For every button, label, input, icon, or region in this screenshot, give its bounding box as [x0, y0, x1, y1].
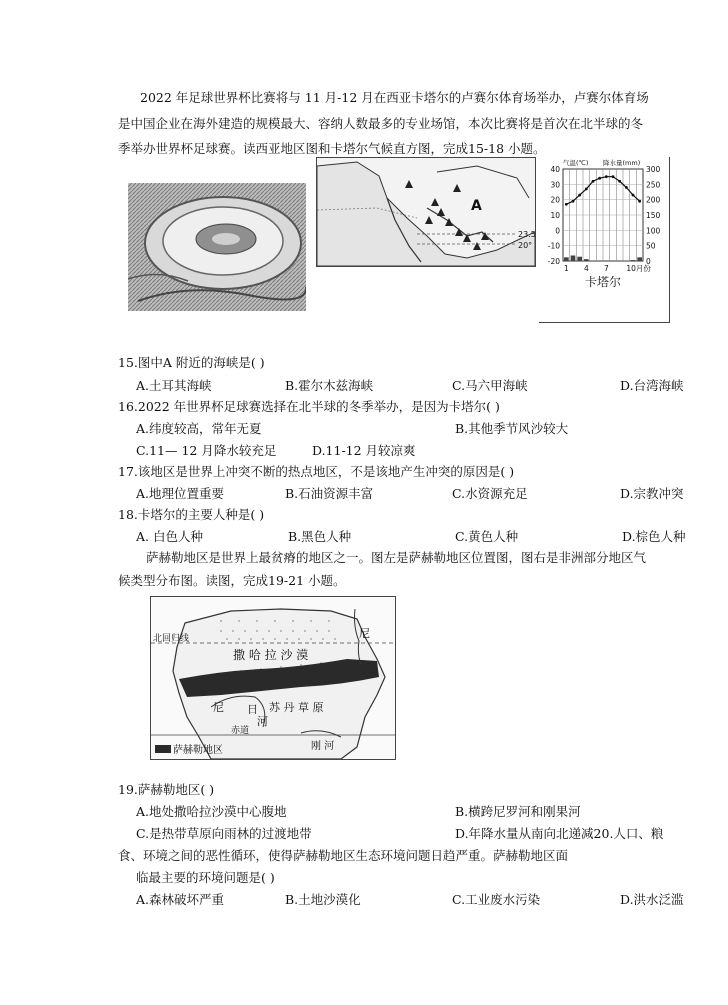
passage2-line2: 候类型分布图。读图，完成19-21 小题。 — [118, 573, 346, 588]
q16-option-a[interactable]: A.纬度较高，常年无夏 — [136, 421, 262, 436]
temp-tick: 20 — [550, 195, 560, 205]
precip-bar — [631, 260, 636, 261]
precip-bar — [571, 255, 576, 261]
q16-option-b[interactable]: B.其他季节风沙较大 — [455, 421, 569, 436]
temperature-point — [605, 175, 608, 178]
congo-label: 刚 河 — [311, 741, 335, 752]
temperature-point — [598, 177, 601, 180]
passage1-line1: 2022 年足球世界杯比赛将与 11 月-12 月在西亚卡塔尔的卢赛尔体育场举办，卢赛尔体育场 — [140, 90, 649, 105]
temp-tick: 40 — [550, 165, 560, 174]
temperature-point — [585, 188, 588, 191]
temperature-point — [578, 194, 581, 197]
precip-tick: 50 — [646, 241, 656, 251]
sahel-map — [150, 596, 396, 760]
q20-line1: 食、环境之间的恶性循环，使得萨赫勒地区生态环境问题日趋严重。萨赫勒地区面 — [118, 848, 569, 863]
temp-tick: 10 — [550, 211, 560, 220]
q16-option-d[interactable]: D.11-12 月较凉爽 — [312, 443, 416, 458]
precip-tick: 200 — [646, 195, 661, 205]
q15-stem: 15.图中A 附近的海峡是( ) — [118, 355, 265, 370]
q15-option-a[interactable]: A.土耳其海峡 — [136, 378, 212, 393]
sudan-label: 苏 丹 草 原 — [269, 701, 324, 714]
q17-option-a[interactable]: A.地理位置重要 — [136, 486, 225, 501]
passage2-line1: 萨赫勒地区是世界上最贫瘠的地区之一。图左是萨赫勒地区位置图，图右是非洲部分地区气 — [146, 550, 647, 565]
q17-option-c[interactable]: C.水资源充足 — [452, 486, 528, 501]
qatar-climate-chart — [539, 157, 670, 323]
legend-swatch — [155, 745, 171, 753]
niger-label-3: 河 — [257, 715, 268, 728]
climate-caption: 卡塔尔 — [584, 275, 622, 289]
tropic-label: 北回归线 — [153, 634, 190, 644]
q19-option-d[interactable]: D.年降水量从南向北递减20.人口、粮 — [455, 826, 664, 841]
q15-option-b[interactable]: B.霍尔木兹海峡 — [285, 378, 374, 393]
q18-option-b[interactable]: B.黑色人种 — [288, 529, 352, 544]
lat-23-5: 23.5 — [518, 230, 535, 239]
temp-tick: -10 — [547, 241, 560, 251]
west-asia-map — [316, 157, 536, 267]
month-tick: 10月份 — [626, 264, 651, 273]
temperature-point — [592, 180, 595, 183]
q15-option-c[interactable]: C.马六甲海峡 — [452, 378, 528, 393]
q19-option-b[interactable]: B.横跨尼罗河和刚果河 — [455, 804, 581, 819]
precip-tick: 150 — [646, 211, 661, 220]
precip-bar — [564, 257, 569, 261]
q17-option-d[interactable]: D.宗教冲突 — [620, 486, 684, 501]
passage1-line2: 是中国企业在海外建造的规模最大、容纳人数最多的专业场馆，本次比赛将是首次在北半球的冬 — [118, 116, 644, 131]
q17-stem: 17.该地区是世界上冲突不断的热点地区，不是该地产生冲突的原因是( ) — [118, 464, 515, 479]
q16-stem: 16.2022 年世界杯足球赛选择在北半球的冬季举办，是因为卡塔尔( ) — [118, 399, 500, 414]
q18-option-d[interactable]: D.棕色人种 — [622, 529, 686, 544]
passage1-line3: 季举办世界杯足球赛。读西亚地区图和卡塔尔气候直方图，完成15-18 小题。 — [118, 141, 546, 156]
q20-option-d[interactable]: D.洪水泛滥 — [620, 892, 684, 907]
temperature-point — [632, 194, 635, 197]
q20-option-c[interactable]: C.工业废水污染 — [452, 892, 541, 907]
month-tick: 4 — [583, 264, 589, 273]
temp-tick: 30 — [550, 180, 560, 190]
q20-option-b[interactable]: B.土地沙漠化 — [285, 892, 361, 907]
precip-bar — [577, 257, 582, 261]
q19-option-a[interactable]: A.地处撒哈拉沙漠中心腹地 — [136, 804, 287, 819]
precip-bar — [637, 257, 642, 261]
q17-option-b[interactable]: B.石油资源丰富 — [285, 486, 374, 501]
temperature-point — [638, 200, 641, 203]
q16-option-c[interactable]: C.11— 12 月降水较充足 — [136, 443, 277, 458]
niger-label-1: 尼 — [213, 701, 224, 714]
q18-option-a[interactable]: A. 白色人种 — [136, 529, 203, 544]
nile-label: 尼 — [359, 627, 370, 640]
precip-bar — [584, 259, 589, 261]
stadium-photo — [128, 183, 306, 311]
temperature-point — [572, 200, 575, 203]
month-tick: 1 — [563, 264, 569, 273]
equator-label: 赤道 — [231, 726, 250, 736]
map-label-a: A — [471, 198, 482, 214]
temp-axis-label: 气温(℃) — [563, 159, 589, 167]
temperature-point — [625, 186, 628, 189]
lat-20: 20° — [518, 241, 533, 250]
sahara-label: 撒 哈 拉 沙 漠 — [233, 648, 309, 662]
q18-stem: 18.卡塔尔的主要人种是( ) — [118, 507, 265, 522]
q20-line2: 临最主要的环境问题是( ) — [136, 870, 275, 885]
q19-stem: 19.萨赫勒地区( ) — [118, 782, 215, 797]
month-tick: 7 — [603, 264, 609, 273]
niger-label-2: 日 — [247, 703, 258, 716]
temp-tick: -20 — [547, 257, 560, 266]
precip-axis-label: 降水量(mm) — [603, 159, 641, 167]
precip-tick: 300 — [646, 165, 661, 174]
legend-label: 萨赫勒地区 — [173, 745, 223, 756]
temperature-point — [612, 175, 615, 178]
temp-tick: 0 — [555, 226, 560, 236]
precip-tick: 0 — [646, 257, 651, 266]
temperature-point — [618, 180, 621, 183]
precip-tick: 250 — [646, 180, 661, 190]
q18-option-c[interactable]: C.黄色人种 — [455, 529, 519, 544]
q19-option-c[interactable]: C.是热带草原向雨林的过渡地带 — [136, 826, 312, 841]
temperature-point — [565, 203, 568, 206]
q20-option-a[interactable]: A.森林破坏严重 — [136, 892, 225, 907]
precip-tick: 100 — [646, 226, 661, 236]
q15-option-d[interactable]: D.台湾海峡 — [620, 378, 684, 393]
